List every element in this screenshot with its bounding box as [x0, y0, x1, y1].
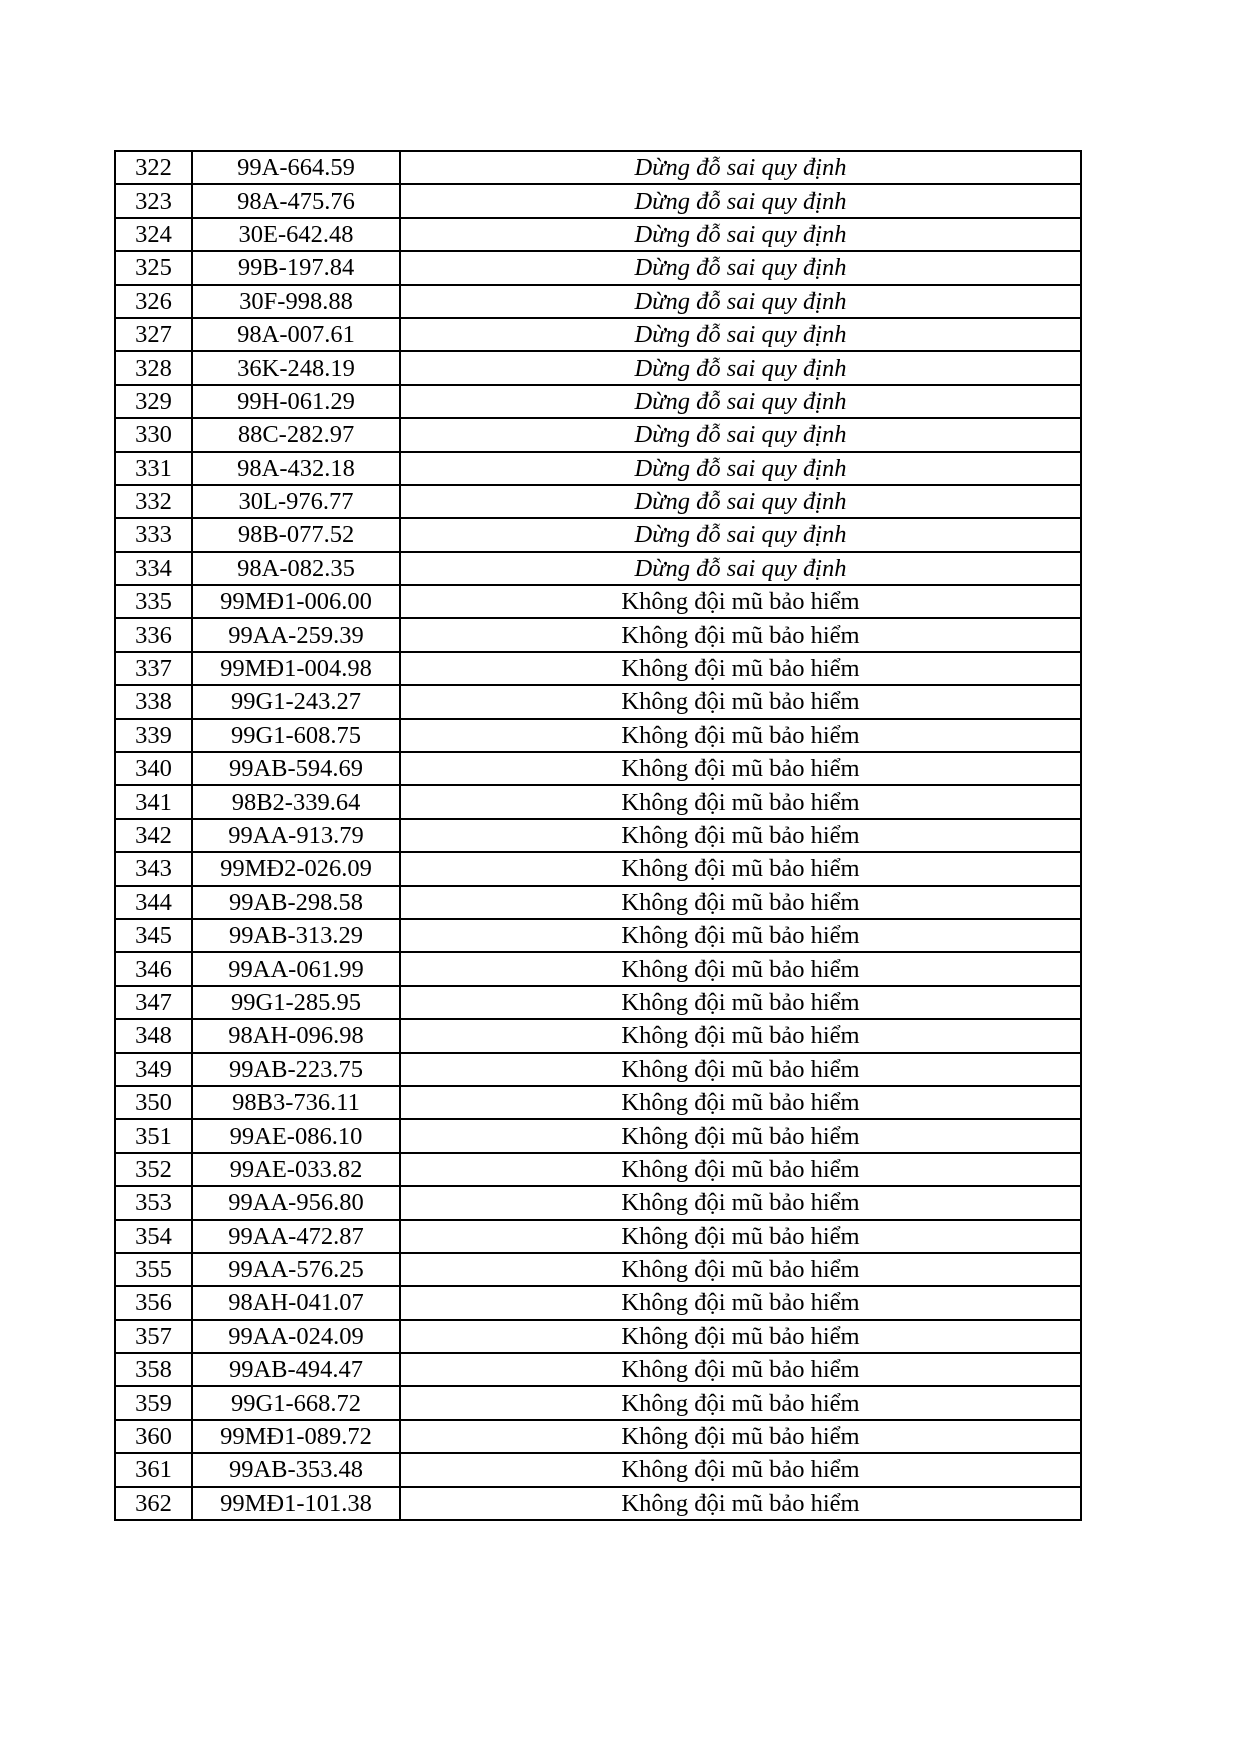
violation-cell: Không đội mũ bảo hiểm: [400, 785, 1081, 818]
violation-cell: Dừng đỗ sai quy định: [400, 452, 1081, 485]
violation-cell: Dừng đỗ sai quy định: [400, 218, 1081, 251]
row-number-cell: 328: [115, 351, 192, 384]
violation-cell: Không đội mũ bảo hiểm: [400, 1086, 1081, 1119]
license-plate-cell: 99G1-285.95: [192, 986, 400, 1019]
table-row: [115, 418, 1081, 451]
license-plate-cell: 98AH-041.07: [192, 1286, 400, 1319]
table-row: [115, 1119, 1081, 1152]
violation-table-body: [115, 151, 1081, 1520]
row-number-cell: 347: [115, 986, 192, 1019]
violation-table: [114, 150, 1082, 1521]
violation-cell: Không đội mũ bảo hiểm: [400, 1019, 1081, 1052]
row-number-cell: 351: [115, 1119, 192, 1152]
table-row: [115, 1453, 1081, 1486]
violation-cell: Không đội mũ bảo hiểm: [400, 1119, 1081, 1152]
license-plate-cell: 99AB-298.58: [192, 886, 400, 919]
table-row: [115, 151, 1081, 184]
row-number-cell: 340: [115, 752, 192, 785]
table-row: [115, 1153, 1081, 1186]
table-row: [115, 652, 1081, 685]
row-number-cell: 338: [115, 685, 192, 718]
table-row: [115, 752, 1081, 785]
violation-cell: Không đội mũ bảo hiểm: [400, 585, 1081, 618]
table-row: [115, 886, 1081, 919]
row-number-cell: 333: [115, 518, 192, 551]
table-row: [115, 919, 1081, 952]
license-plate-cell: 30E-642.48: [192, 218, 400, 251]
violation-cell: Dừng đỗ sai quy định: [400, 518, 1081, 551]
table-row: [115, 852, 1081, 885]
violation-cell: Không đội mũ bảo hiểm: [400, 719, 1081, 752]
license-plate-cell: 98B2-339.64: [192, 785, 400, 818]
table-row: [115, 318, 1081, 351]
license-plate-cell: 30F-998.88: [192, 285, 400, 318]
license-plate-cell: 99AB-594.69: [192, 752, 400, 785]
row-number-cell: 322: [115, 151, 192, 184]
table-row: [115, 1420, 1081, 1453]
license-plate-cell: 98A-007.61: [192, 318, 400, 351]
row-number-cell: 339: [115, 719, 192, 752]
row-number-cell: 329: [115, 385, 192, 418]
table-row: [115, 385, 1081, 418]
license-plate-cell: 98A-475.76: [192, 184, 400, 217]
table-row: [115, 1386, 1081, 1419]
violation-cell: Không đội mũ bảo hiểm: [400, 1420, 1081, 1453]
table-row: [115, 1186, 1081, 1219]
row-number-cell: 352: [115, 1153, 192, 1186]
violation-cell: Dừng đỗ sai quy định: [400, 351, 1081, 384]
violation-cell: Không đội mũ bảo hiểm: [400, 618, 1081, 651]
license-plate-cell: 99AA-259.39: [192, 618, 400, 651]
violation-cell: Không đội mũ bảo hiểm: [400, 886, 1081, 919]
violation-cell: Không đội mũ bảo hiểm: [400, 1153, 1081, 1186]
row-number-cell: 344: [115, 886, 192, 919]
table-row: [115, 1053, 1081, 1086]
table-row: [115, 618, 1081, 651]
license-plate-cell: 30L-976.77: [192, 485, 400, 518]
table-row: [115, 685, 1081, 718]
license-plate-cell: 99AA-576.25: [192, 1253, 400, 1286]
table-row: [115, 184, 1081, 217]
license-plate-cell: 99B-197.84: [192, 251, 400, 284]
license-plate-cell: 99G1-243.27: [192, 685, 400, 718]
table-row: [115, 485, 1081, 518]
license-plate-cell: 99AB-353.48: [192, 1453, 400, 1486]
violation-cell: Không đội mũ bảo hiểm: [400, 986, 1081, 1019]
license-plate-cell: 99AB-494.47: [192, 1353, 400, 1386]
violation-cell: Không đội mũ bảo hiểm: [400, 1453, 1081, 1486]
license-plate-cell: 99AA-472.87: [192, 1220, 400, 1253]
license-plate-cell: 98B-077.52: [192, 518, 400, 551]
violation-cell: Không đội mũ bảo hiểm: [400, 652, 1081, 685]
violation-cell: Dừng đỗ sai quy định: [400, 151, 1081, 184]
license-plate-cell: 99AB-223.75: [192, 1053, 400, 1086]
row-number-cell: 330: [115, 418, 192, 451]
license-plate-cell: 99MĐ1-006.00: [192, 585, 400, 618]
license-plate-cell: 99AA-024.09: [192, 1320, 400, 1353]
violation-cell: Không đội mũ bảo hiểm: [400, 1320, 1081, 1353]
violation-cell: Không đội mũ bảo hiểm: [400, 1386, 1081, 1419]
row-number-cell: 343: [115, 852, 192, 885]
license-plate-cell: 98AH-096.98: [192, 1019, 400, 1052]
license-plate-cell: 99G1-608.75: [192, 719, 400, 752]
row-number-cell: 356: [115, 1286, 192, 1319]
table-row: [115, 986, 1081, 1019]
license-plate-cell: 88C-282.97: [192, 418, 400, 451]
row-number-cell: 337: [115, 652, 192, 685]
violation-cell: Không đội mũ bảo hiểm: [400, 819, 1081, 852]
table-row: [115, 351, 1081, 384]
license-plate-cell: 99AA-956.80: [192, 1186, 400, 1219]
license-plate-cell: 99AE-086.10: [192, 1119, 400, 1152]
row-number-cell: 335: [115, 585, 192, 618]
table-row: [115, 1086, 1081, 1119]
row-number-cell: 349: [115, 1053, 192, 1086]
violation-cell: Không đội mũ bảo hiểm: [400, 1286, 1081, 1319]
license-plate-cell: 99A-664.59: [192, 151, 400, 184]
table-row: [115, 1320, 1081, 1353]
license-plate-cell: 99AE-033.82: [192, 1153, 400, 1186]
row-number-cell: 353: [115, 1186, 192, 1219]
violation-cell: Dừng đỗ sai quy định: [400, 318, 1081, 351]
row-number-cell: 327: [115, 318, 192, 351]
table-row: [115, 552, 1081, 585]
table-row: [115, 585, 1081, 618]
table-row: [115, 285, 1081, 318]
row-number-cell: 325: [115, 251, 192, 284]
license-plate-cell: 99AA-061.99: [192, 952, 400, 985]
table-row: [115, 1487, 1081, 1520]
violation-cell: Không đội mũ bảo hiểm: [400, 1220, 1081, 1253]
table-row: [115, 251, 1081, 284]
license-plate-cell: 99MĐ1-089.72: [192, 1420, 400, 1453]
violation-cell: Không đội mũ bảo hiểm: [400, 1487, 1081, 1520]
violation-cell: Không đội mũ bảo hiểm: [400, 752, 1081, 785]
row-number-cell: 362: [115, 1487, 192, 1520]
license-plate-cell: 98A-432.18: [192, 452, 400, 485]
violation-cell: Dừng đỗ sai quy định: [400, 251, 1081, 284]
table-row: [115, 1220, 1081, 1253]
violation-cell: Dừng đỗ sai quy định: [400, 418, 1081, 451]
violation-cell: Dừng đỗ sai quy định: [400, 552, 1081, 585]
violation-cell: Không đội mũ bảo hiểm: [400, 1253, 1081, 1286]
table-row: [115, 1019, 1081, 1052]
row-number-cell: 326: [115, 285, 192, 318]
violation-cell: Không đội mũ bảo hiểm: [400, 1186, 1081, 1219]
row-number-cell: 348: [115, 1019, 192, 1052]
table-row: [115, 452, 1081, 485]
row-number-cell: 342: [115, 819, 192, 852]
license-plate-cell: 99MĐ1-101.38: [192, 1487, 400, 1520]
license-plate-cell: 98B3-736.11: [192, 1086, 400, 1119]
table-row: [115, 1353, 1081, 1386]
violation-cell: Dừng đỗ sai quy định: [400, 285, 1081, 318]
license-plate-cell: 36K-248.19: [192, 351, 400, 384]
row-number-cell: 334: [115, 552, 192, 585]
table-row: [115, 819, 1081, 852]
row-number-cell: 331: [115, 452, 192, 485]
violation-cell: Không đội mũ bảo hiểm: [400, 1053, 1081, 1086]
violation-cell: Dừng đỗ sai quy định: [400, 385, 1081, 418]
violation-cell: Không đội mũ bảo hiểm: [400, 919, 1081, 952]
table-row: [115, 218, 1081, 251]
row-number-cell: 355: [115, 1253, 192, 1286]
license-plate-cell: 98A-082.35: [192, 552, 400, 585]
row-number-cell: 324: [115, 218, 192, 251]
row-number-cell: 361: [115, 1453, 192, 1486]
row-number-cell: 354: [115, 1220, 192, 1253]
violation-cell: Không đội mũ bảo hiểm: [400, 952, 1081, 985]
table-row: [115, 518, 1081, 551]
license-plate-cell: 99MĐ1-004.98: [192, 652, 400, 685]
table-row: [115, 785, 1081, 818]
violation-cell: Không đội mũ bảo hiểm: [400, 852, 1081, 885]
row-number-cell: 336: [115, 618, 192, 651]
row-number-cell: 346: [115, 952, 192, 985]
violation-cell: Dừng đỗ sai quy định: [400, 184, 1081, 217]
row-number-cell: 332: [115, 485, 192, 518]
table-row: [115, 952, 1081, 985]
license-plate-cell: 99AB-313.29: [192, 919, 400, 952]
table-row: [115, 719, 1081, 752]
row-number-cell: 345: [115, 919, 192, 952]
license-plate-cell: 99H-061.29: [192, 385, 400, 418]
row-number-cell: 359: [115, 1386, 192, 1419]
row-number-cell: 323: [115, 184, 192, 217]
license-plate-cell: 99AA-913.79: [192, 819, 400, 852]
row-number-cell: 350: [115, 1086, 192, 1119]
table-row: [115, 1253, 1081, 1286]
row-number-cell: 360: [115, 1420, 192, 1453]
row-number-cell: 341: [115, 785, 192, 818]
row-number-cell: 358: [115, 1353, 192, 1386]
license-plate-cell: 99G1-668.72: [192, 1386, 400, 1419]
violation-cell: Không đội mũ bảo hiểm: [400, 685, 1081, 718]
table-row: [115, 1286, 1081, 1319]
violation-cell: Dừng đỗ sai quy định: [400, 485, 1081, 518]
row-number-cell: 357: [115, 1320, 192, 1353]
license-plate-cell: 99MĐ2-026.09: [192, 852, 400, 885]
violation-cell: Không đội mũ bảo hiểm: [400, 1353, 1081, 1386]
